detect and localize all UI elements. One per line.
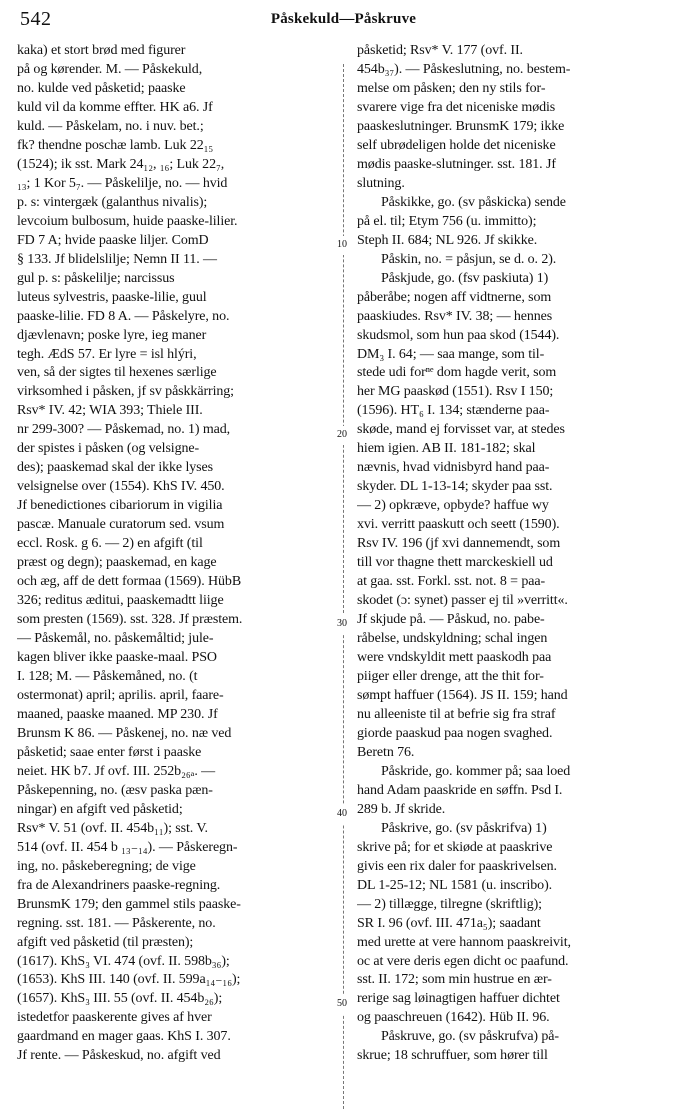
running-title: Påskekuld—Påskruve xyxy=(270,11,417,27)
text-line: Rsv* IV. 42; WIA 393; Thiele III. xyxy=(17,403,203,419)
text-line: djævlenavn; poske lyre, ieg maner xyxy=(17,327,207,343)
text-line: råbelse, undskyldning; schal ingen xyxy=(357,631,548,647)
text-line: piiger eller drenge, att the thit for- xyxy=(357,668,544,684)
text-line: kuld vil da komme effter. HK a6. Jf xyxy=(17,99,213,115)
page-number: 542 xyxy=(20,8,52,30)
text-line: tegh. ÆdS 57. Er lyre = isl hlýri, xyxy=(17,346,197,362)
text-line: hand Adam paaskride en søffn. Psd I. xyxy=(357,782,563,798)
text-line: paaskeslutninger. BrunsmK 179; ikke xyxy=(357,118,565,134)
text-line: kuld. — Påskelam, no. i nuv. bet.; xyxy=(17,118,204,134)
text-line: skodet (ɔ: synet) passer ej til »verritt«. xyxy=(357,593,568,609)
text-line: slutning. xyxy=(357,175,405,191)
line-number-50: 50 xyxy=(333,995,351,1014)
text-line: hiem igien. AB II. 181-182; skal xyxy=(357,441,536,457)
text-line: eccl. Rosk. g 6. — 2) en afgift (til xyxy=(17,536,203,552)
text-line: — Påskemål, no. påskemåltid; jule- xyxy=(17,631,214,647)
line-number-20: 20 xyxy=(333,426,351,445)
line-number-30: 30 xyxy=(333,615,351,634)
text-line: stede udi forⁿᵉ dom hagde verit, som xyxy=(357,365,557,381)
text-line: (1524); ik sst. Mark 24₁₂, ₁₆; Luk 22₇, xyxy=(17,156,225,172)
text-line: ven, så der sigtes til hexenes særlige xyxy=(17,365,217,381)
text-line: skudsmol, som hun paa skod (1544). xyxy=(357,327,560,343)
text-line: maaned, paaske maaned. MP 230. Jf xyxy=(17,706,218,722)
text-line: melse om påsken; den ny stils for- xyxy=(357,80,546,96)
text-line: BrunsmK 179; den gammel stils paaske- xyxy=(17,896,241,912)
text-line: velsignelse over (1554). KhS IV. 450. xyxy=(17,479,225,495)
text-line: svarere vige fra det niceniske mødis xyxy=(357,99,556,115)
text-line: (1653). KhS III. 140 (ovf. II. 599a₁₄₋₁₆); xyxy=(17,972,241,988)
line-number-40: 40 xyxy=(333,805,351,824)
text-line: der spistes i påsken (og velsigne- xyxy=(17,441,200,457)
text-line: ing, no. påskeberegning; de vige xyxy=(17,858,196,874)
text-line: neiet. HK b7. Jf ovf. III. 252b₂₆ₐ. — xyxy=(17,763,216,779)
text-line: 289 b. Jf skride. xyxy=(357,801,446,817)
text-line: afgift ved påsketid (til præsten); xyxy=(17,934,194,950)
text-line: DM₃ I. 64; — saa mange, som til- xyxy=(357,346,545,362)
text-line: med urette at vere hannom paaskreivit, xyxy=(357,934,571,950)
text-line: skyder. DL 1-13-14; skyder paa sst. xyxy=(357,479,553,495)
left-column xyxy=(17,42,332,1066)
text-line: på el. til; Etym 756 (u. immitto); xyxy=(357,213,537,229)
text-line: p. s: vintergæk (galanthus nivalis); xyxy=(17,194,208,210)
text-line: nævnis, hvad vidnisbyrd hand paa- xyxy=(357,460,550,476)
text-line: 326; reditus æditui, paaskemadtt liige xyxy=(17,593,224,609)
text-line: FD 7 A; hvide paaske liljer. ComD xyxy=(17,232,209,248)
text-line: regning. sst. 181. — Påskerente, no. xyxy=(17,915,216,931)
text-line: Brunsm K 86. — Påskenej, no. næ ved xyxy=(17,725,232,741)
text-line: givis een rix daler for paaskrivelsen. xyxy=(357,858,557,874)
right-column xyxy=(357,42,669,1066)
page-header xyxy=(20,8,667,36)
line-number-10: 10 xyxy=(333,236,351,255)
text-line: Påskruve, go. (sv påskrufva) på- xyxy=(381,1029,559,1045)
text-line: (1617). KhS₃ VI. 474 (ovf. II. 598b₃₆); xyxy=(17,953,230,969)
text-line: at gaa. sst. Forkl. sst. not. 8 = paa- xyxy=(357,574,546,590)
text-line: ostermonat) april; aprilis. april, faare- xyxy=(17,687,224,703)
text-line: giorde paaskud paa nogen svaghed. xyxy=(357,725,553,741)
column-divider xyxy=(343,64,344,1109)
text-line: DL 1-25-12; NL 1581 (u. inscribo). xyxy=(357,877,553,893)
text-line: her MG paaskød (1551). Rsv I 150; xyxy=(357,384,554,400)
text-line: fra de Alexandriners paaske-regning. xyxy=(17,877,221,893)
text-line: Jf skjude på. — Påskud, no. pabe- xyxy=(357,612,545,628)
text-line: kagen bliver ikke paaske-maal. PSO xyxy=(17,650,217,665)
text-line: skøde, mand ej forvisset var, at stedes xyxy=(357,422,565,438)
text-line: och æg, aff de dett formaa (1569). HübB xyxy=(17,574,242,590)
text-line: præst og degn); paaskemad, en kage xyxy=(17,555,217,571)
text-line: mødis paaske-slutninger. sst. 181. Jf xyxy=(357,156,556,172)
text-line: Påskrive, go. (sv påskrifva) 1) xyxy=(381,820,547,836)
text-line: Jf rente. — Påskeskud, no. afgift ved xyxy=(17,1048,221,1064)
text-line: Rsv IV. 196 (jf xvi dannemendt, som xyxy=(357,536,561,552)
text-line: gul p. s: påskelilje; narcissus xyxy=(17,270,175,286)
text-line: fk? thendne poschæ lamb. Luk 22₁₅ xyxy=(17,137,214,153)
text-line: virksomhed i påsken, jf sv påskkärring; xyxy=(17,384,234,400)
text-line: påsketid; saae enter først i paaske xyxy=(17,744,202,760)
text-line: till vor thagne thett marckeskiell ud xyxy=(357,555,553,571)
text-line: des); paaskemad skal der ikke lyses xyxy=(17,460,213,476)
text-line: ₁₃; 1 Kor 5₇. — Påskelilje, no. — hvid xyxy=(17,175,228,191)
text-line: xvi. verritt paaskutt och seett (1590). xyxy=(357,517,560,533)
text-line: nu alleeniste til at befrie sig fra straf xyxy=(357,706,556,722)
text-line: og paaschreuen (1642). Hüb II. 96. xyxy=(357,1010,550,1026)
text-line: Rsv* V. 51 (ovf. II. 454b₁₁); sst. V. xyxy=(17,820,208,836)
text-line: pascæ. Manuale curatorum sed. vsum xyxy=(17,517,225,533)
text-line: levcoium bulbosum, huide paaske-lilier. xyxy=(17,213,238,229)
text-line: kaka) et stort brød med figurer xyxy=(17,43,186,58)
text-line: Påskepenning, no. (æsv paska pæn- xyxy=(17,782,213,798)
text-line: Beretn 76. xyxy=(357,744,415,760)
text-line: paaskiudes. Rsv* IV. 38; — hennes xyxy=(357,308,553,324)
text-line: påberåbe; nogen aff vidtnerne, som xyxy=(357,289,552,305)
text-line: SR I. 96 (ovf. III. 471a₅); saadant xyxy=(357,915,541,931)
text-line: 454b₃₇). — Påskeslutning, no. bestem- xyxy=(357,61,571,77)
text-line: Påskjude, go. (fsv paskiuta) 1) xyxy=(381,270,549,286)
text-line: — 2) tillægge, tilregne (skriftlig); xyxy=(357,896,542,912)
text-line: sømpt haffuer (1564). JS II. 159; hand xyxy=(357,687,568,703)
text-line: oc at vere deris egen dicht oc paafund. xyxy=(357,953,569,969)
text-line: Påskin, no. = påsjun, se d. o. 2). xyxy=(381,251,557,267)
text-line: self ubrødeligen holde det niceniske xyxy=(357,137,556,153)
text-line: rerige sag løinagtigen haffuer dichtet xyxy=(357,991,560,1007)
text-line: på og kørender. M. — Påskekuld, xyxy=(17,61,203,77)
text-line: Jf benedictiones cibariorum in vigilia xyxy=(17,498,223,514)
text-line: Påskikke, go. (sv påskicka) sende xyxy=(381,194,566,210)
text-line: luteus sylvestris, paaske-lilie, guul xyxy=(17,289,207,305)
text-line: I. 128; M. — Påskemåned, no. (t xyxy=(17,668,198,684)
text-line: gaardmand en mager gaas. KhS I. 307. xyxy=(17,1029,231,1045)
text-line: § 133. Jf blidelslilje; Nemn II 11. — xyxy=(17,251,217,267)
text-line: 514 (ovf. II. 454 b ₁₃₋₁₄). — Påskeregn- xyxy=(17,839,238,855)
text-line: paaske-lilie. FD 8 A. — Påskelyre, no. xyxy=(17,308,230,324)
text-line: (1596). HT₆ I. 134; stænderne paa- xyxy=(357,403,550,419)
text-line: nr 299-300? — Påskemad, no. 1) mad, xyxy=(17,422,231,438)
text-line: ningar) en afgift ved påsketid; xyxy=(17,801,183,817)
text-line: istedetfor paaskerente gives af hver xyxy=(17,1010,212,1026)
text-line: påsketid; Rsv* V. 177 (ovf. II. xyxy=(357,43,523,58)
text-line: were vndskyldit mett paaskodh paa xyxy=(357,650,552,665)
text-line: Påskride, go. kommer på; saa loed xyxy=(381,763,571,779)
text-line: skrue; 18 schruffuer, som hører till xyxy=(357,1048,548,1064)
text-line: Steph II. 684; NL 926. Jf skikke. xyxy=(357,232,538,248)
text-line: — 2) opkræve, opbyde? haffue wy xyxy=(357,498,549,514)
text-line: som presten (1569). sst. 328. Jf præstem. xyxy=(17,612,243,628)
text-line: no. kulde ved påsketid; paaske xyxy=(17,80,186,96)
text-line: (1657). KhS₃ III. 55 (ovf. II. 454b₂₆); xyxy=(17,991,223,1007)
text-line: sst. II. 172; som min hustrue en ær- xyxy=(357,972,552,988)
text-line: skrive på; for et skiøde at paaskrive xyxy=(357,839,553,855)
